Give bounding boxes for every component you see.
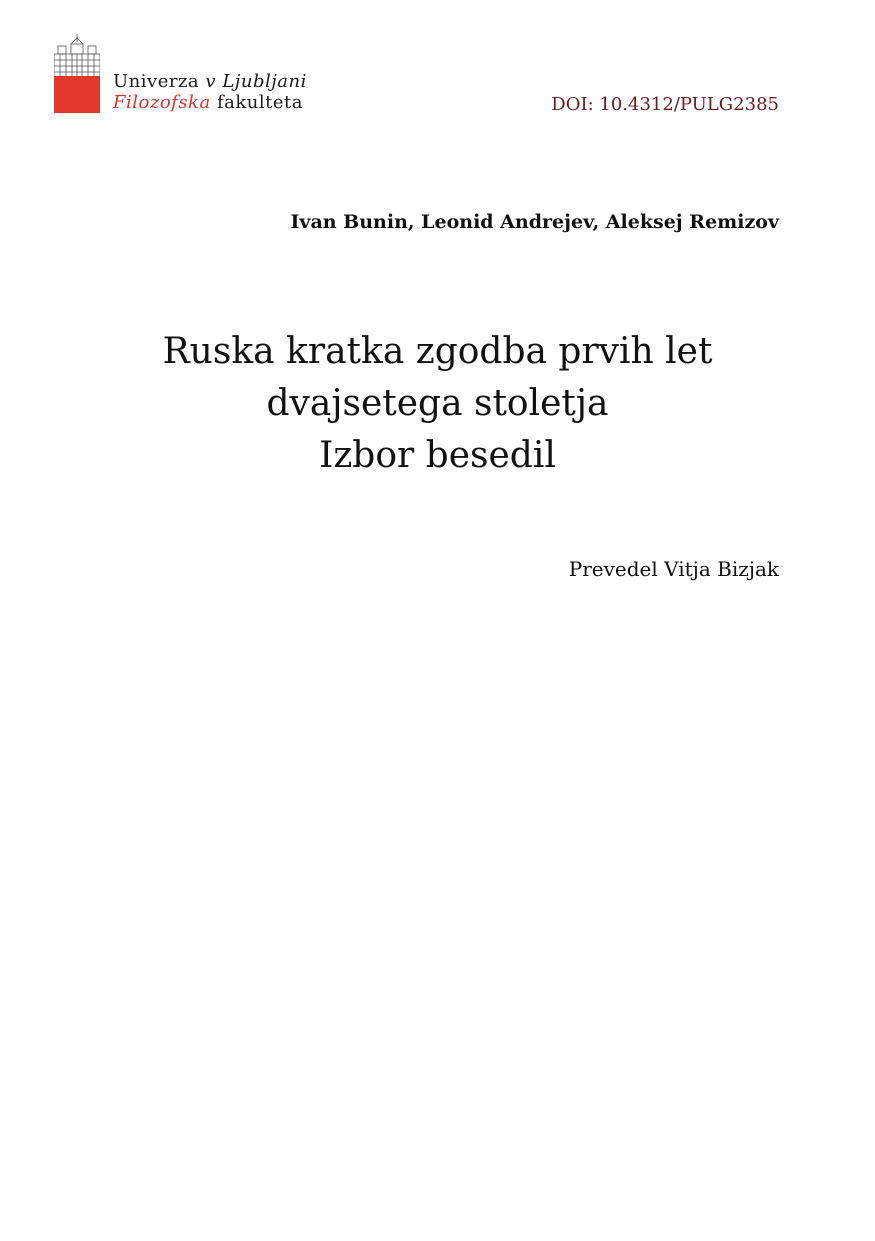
university-v: v [205,71,217,92]
university-name [113,71,307,113]
translator-credit: Prevedel Vitja Bizjak [568,557,779,581]
book-title [0,326,875,482]
university-logo [54,34,334,114]
title-line: dvajsetega stoletja [266,383,609,424]
subtitle-line: Izbor besedil [319,435,556,476]
university-building-icon [54,34,100,113]
university-word: Univerza [113,71,200,92]
faculty-name: Filozofska [113,92,211,113]
title-line: Ruska kratka zgodba prvih let [162,331,713,372]
faculty-line [113,92,307,113]
university-city: Ljubljani [222,71,307,92]
doi-identifier: DOI: 10.4312/PULG2385 [551,94,779,115]
faculty-word: fakulteta [216,92,303,113]
university-line [113,71,307,92]
authors: Ivan Bunin, Leonid Andrejev, Aleksej Remizov [290,211,779,233]
